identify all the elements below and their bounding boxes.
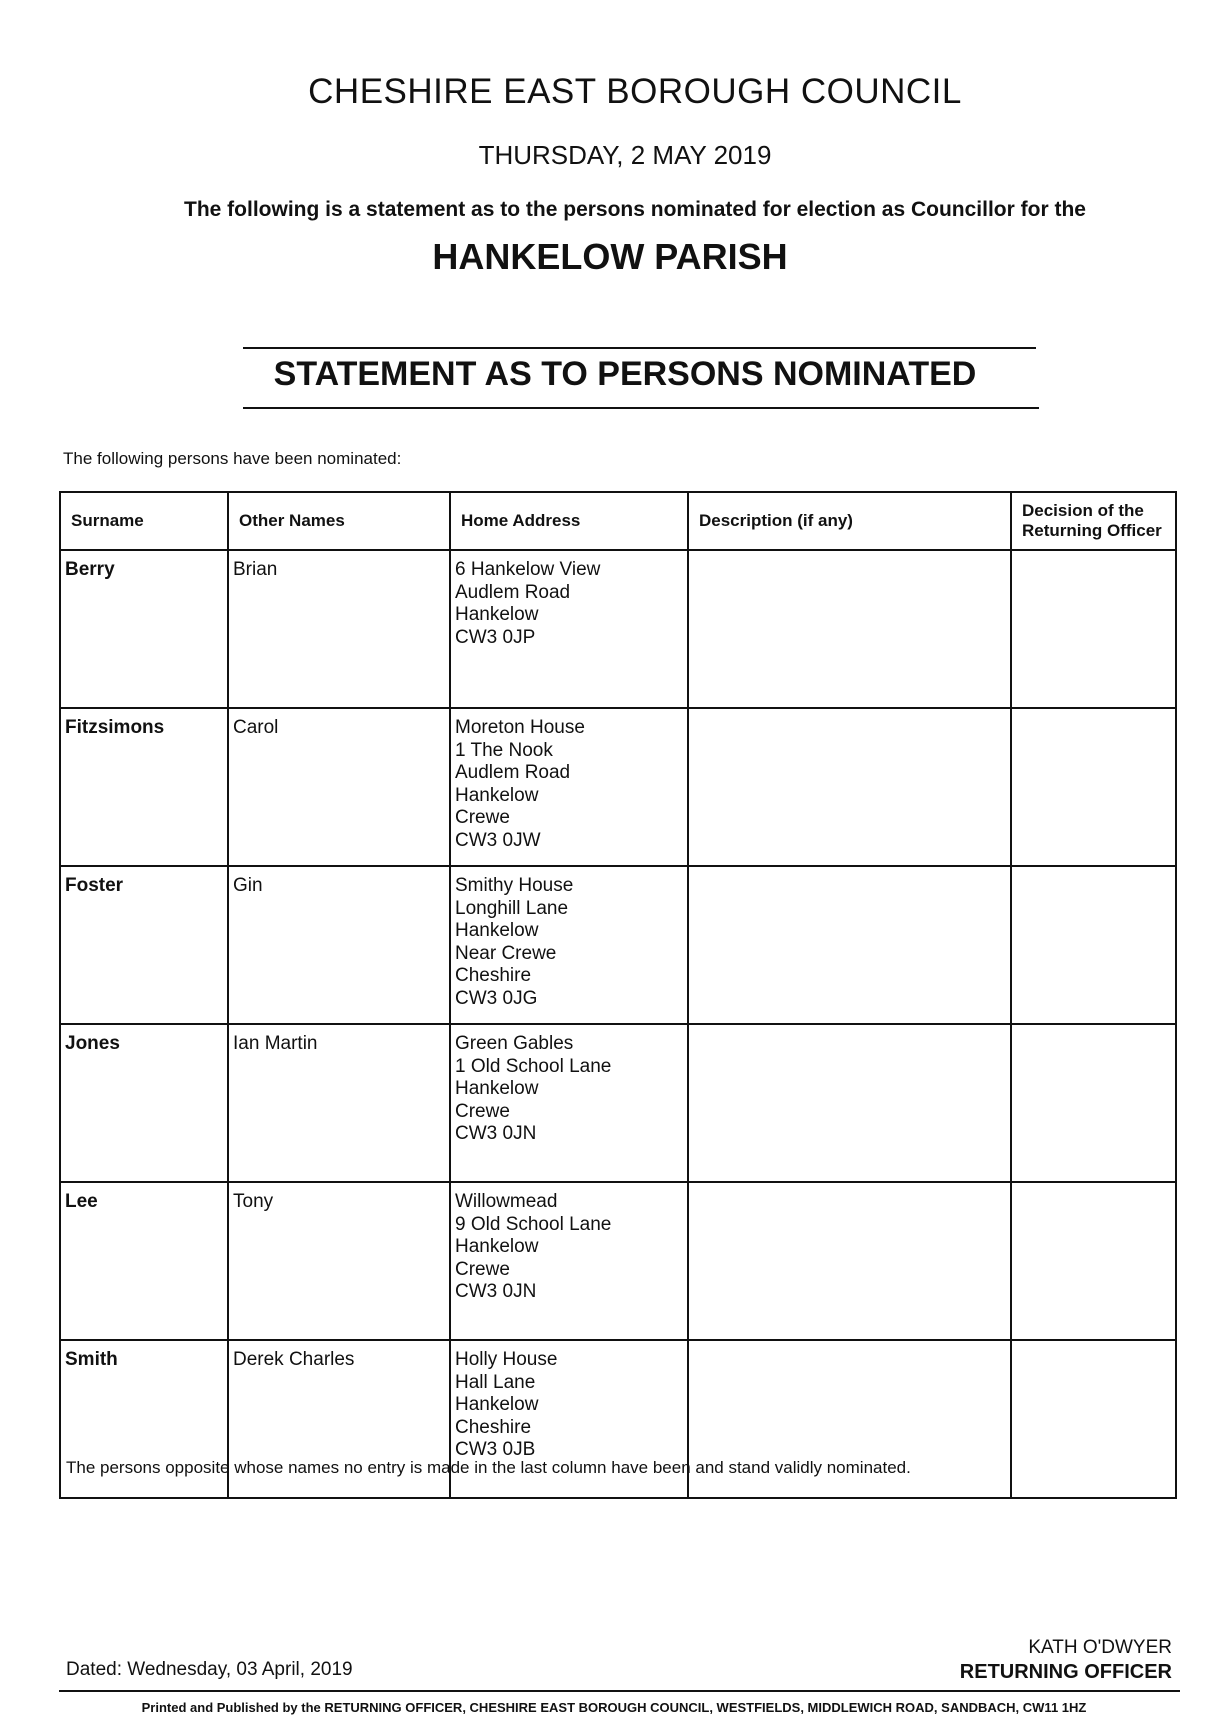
address-line: Longhill Lane [455,897,569,919]
address-cell [450,1182,688,1340]
election-date: THURSDAY, 2 MAY 2019 [478,140,772,170]
address-line: 6 Hankelow View [455,559,601,580]
description-cell [688,1024,1011,1182]
parish-name: HANKELOW PARISH [432,236,788,277]
intro-text: The following is a statement as to the persons nominated for election as Councillor for the [184,198,1086,221]
table-row [60,866,1176,1024]
table-row [60,1024,1176,1182]
officer-title: RETURNING OFFICER [959,1661,1172,1683]
surname-cell: Smith [60,1340,228,1498]
address-line: Hankelow [455,920,539,941]
address-line: 1 Old School Lane [455,1055,612,1077]
address-line: Crewe [455,1100,510,1122]
column-header-description: Description (if any) [688,492,1011,550]
surname-cell: Foster [60,866,228,1024]
table-row [60,1182,1176,1340]
address-line: Hall Lane [455,1371,536,1393]
decision-cell [1011,1340,1176,1498]
address-line: CW3 0JP [455,626,536,648]
address-line: 9 Old School Lane [455,1213,612,1235]
decision-cell [1011,1024,1176,1182]
nominated-note: The following persons have been nominated: [63,449,402,468]
validity-footnote: The persons opposite whose names no entry is made in the last column have been and stand validly nominated. [66,1458,911,1477]
other-names-cell: Tony [228,1182,450,1340]
address-line: Hankelow [455,1394,539,1415]
table-row [60,550,1176,708]
footer-rule [59,1690,1180,1692]
address-line: Hankelow [455,784,539,806]
decision-cell [1011,866,1176,1024]
officer-name: KATH O'DWYER [1028,1637,1172,1658]
other-names-cell: Gin [228,866,450,1024]
surname-cell: Lee [60,1182,228,1340]
column-header-other-names: Other Names [228,492,450,550]
description-cell [688,708,1011,866]
decision-cell [1011,550,1176,708]
table-header-row [60,492,1176,550]
decision-cell [1011,1182,1176,1340]
column-header-surname: Surname [60,492,228,550]
address-line: Holly House [455,1349,558,1370]
other-names-cell: Carol [228,708,450,866]
nominations-table [59,491,1177,1499]
address-cell [450,708,688,866]
address-line: Crewe [455,807,510,828]
table-row [60,708,1176,866]
address-line: Willowmead [455,1191,558,1212]
decision-cell [1011,708,1176,866]
other-names-cell: Derek Charles [228,1340,450,1498]
description-cell [688,866,1011,1024]
address-cell [450,550,688,708]
address-line: CW3 0JW [455,829,541,851]
address-line: CW3 0JN [455,1281,537,1302]
address-cell [450,866,688,1024]
address-line: Cheshire [455,965,532,986]
other-names-cell: Ian Martin [228,1024,450,1182]
imprint-line: Printed and Published by the RETURNING OFFICER, CHESHIRE EAST BOROUGH COUNCIL, WESTFIELDS, MIDDLEWICH ROAD, SANDBACH, CW11 1HZ [141,1700,1087,1715]
dated-line: Dated: Wednesday, 03 April, 2019 [66,1659,353,1680]
council-name: CHESHIRE EAST BOROUGH COUNCIL [308,72,962,111]
address-line: Hankelow [455,1236,539,1257]
address-line: Audlem Road [455,762,571,783]
address-line: CW3 0JB [455,1439,536,1460]
column-header-decision: Decision of the Returning Officer [1011,492,1176,550]
address-line: Near Crewe [455,942,557,964]
heading-top-rule [243,347,1036,349]
address-line: Crewe [455,1258,510,1280]
other-names-cell: Brian [228,550,450,708]
address-cell [450,1024,688,1182]
address-line: Green Gables [455,1033,574,1054]
description-cell [688,550,1011,708]
surname-cell: Jones [60,1024,228,1182]
address-line: 1 The Nook [455,739,553,761]
statement-title: STATEMENT AS TO PERSONS NOMINATED [273,355,977,393]
address-line: Moreton House [455,717,585,738]
address-line: Cheshire [455,1416,532,1438]
heading-bottom-rule [243,407,1039,409]
address-line: Smithy House [455,875,574,896]
surname-cell: Berry [60,550,228,708]
address-line: CW3 0JN [455,1123,537,1144]
address-line: Audlem Road [455,581,571,603]
address-line: Hankelow [455,604,539,625]
description-cell [688,1182,1011,1340]
address-line: Hankelow [455,1078,539,1099]
surname-cell: Fitzsimons [60,708,228,866]
address-line: CW3 0JG [455,987,538,1009]
column-header-home-address: Home Address [450,492,688,550]
